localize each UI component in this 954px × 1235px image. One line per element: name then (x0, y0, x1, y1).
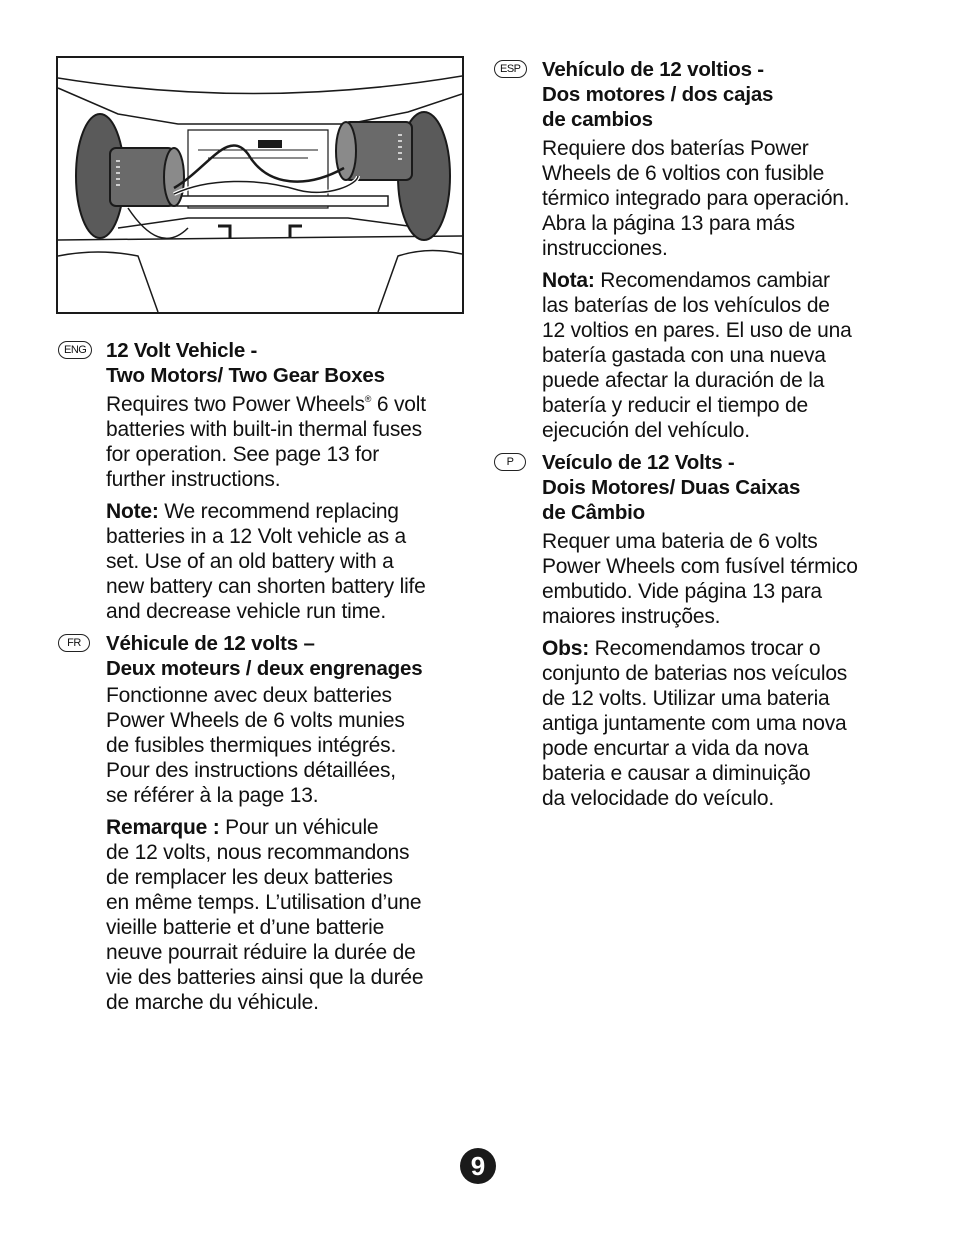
section-title-p: Veículo de 12 Volts - Dois Motores/ Duas Caixas de Câmbio (542, 451, 801, 524)
note-eng: Note: We recommend replacing batteries in a 12 Volt vehicle as a set. Use of an old battery with a new battery can shorten battery life and decrease vehicle run time. (106, 500, 426, 623)
language-badge-esp: ESP (494, 60, 527, 78)
note-label-esp: Nota: (542, 269, 595, 292)
language-badge-fr: FR (58, 634, 90, 652)
instructions-esp: Requiere dos baterías Power Wheels de 6 voltios con fusible térmico integrado para operación. Abra la página 13 para más instrucciones. (542, 137, 850, 260)
language-badge-eng: ENG (58, 341, 92, 359)
note-fr: Remarque : Pour un véhicule de 12 volts, nous recommandons de remplacer les deux batteries en même temps. L’utilisation d’une vieille batterie et d’une batterie neuve pourrait réduire la durée de vie des batteries ainsi que la durée de marche du véhicule. (106, 816, 424, 1014)
note-esp: Nota: Recomendamos cambiar las baterías de los vehículos de 12 voltios en pares. El uso de una batería gastada con una nueva puede afectar la duración de la batería y reducir el tiempo de ejecución del vehículo. (542, 269, 852, 442)
note-label-fr: Remarque : (106, 816, 220, 839)
section-title-esp: Vehículo de 12 voltios - Dos motores / dos cajas de cambios (542, 58, 774, 131)
section-french (58, 631, 478, 1015)
section-english (58, 338, 468, 624)
note-p: Obs: Recomendamos trocar o conjunto de baterias nos veículos de 12 volts. Utilizar uma bateria antiga juntamente com uma nova pode encurtar a vida da nova bateria e causar a diminuição da velocidade do veículo. (542, 637, 848, 810)
section-spanish (494, 57, 904, 443)
instructions-p: Requer uma bateria de 6 volts Power Wheels com fusível térmico embutido. Vide página 13 para maiores instruções. (542, 530, 858, 628)
instructions-eng: Requires two Power Wheels® 6 volt batteries with built-in thermal fuses for operation. See page 13 for further instructions. (106, 393, 426, 491)
section-portuguese (494, 450, 904, 811)
language-badge-p: P (494, 453, 526, 471)
instructions-fr: Fonctionne avec deux batteries Power Wheels de 6 volts munies de fusibles thermiques intégrés. Pour des instructions détaillées, se référer à la page 13. (106, 684, 405, 807)
page-number: 9 (460, 1148, 496, 1184)
registered-mark: ® (364, 394, 372, 404)
section-title-eng: 12 Volt Vehicle - Two Motors/ Two Gear Boxes (106, 339, 385, 387)
motor-diagram (58, 58, 462, 312)
motor-gearbox-illustration (56, 56, 464, 314)
note-label-eng: Note: (106, 500, 159, 523)
note-label-p: Obs: (542, 637, 590, 660)
section-title-fr: Véhicule de 12 volts – Deux moteurs / deux engrenages (106, 632, 423, 680)
